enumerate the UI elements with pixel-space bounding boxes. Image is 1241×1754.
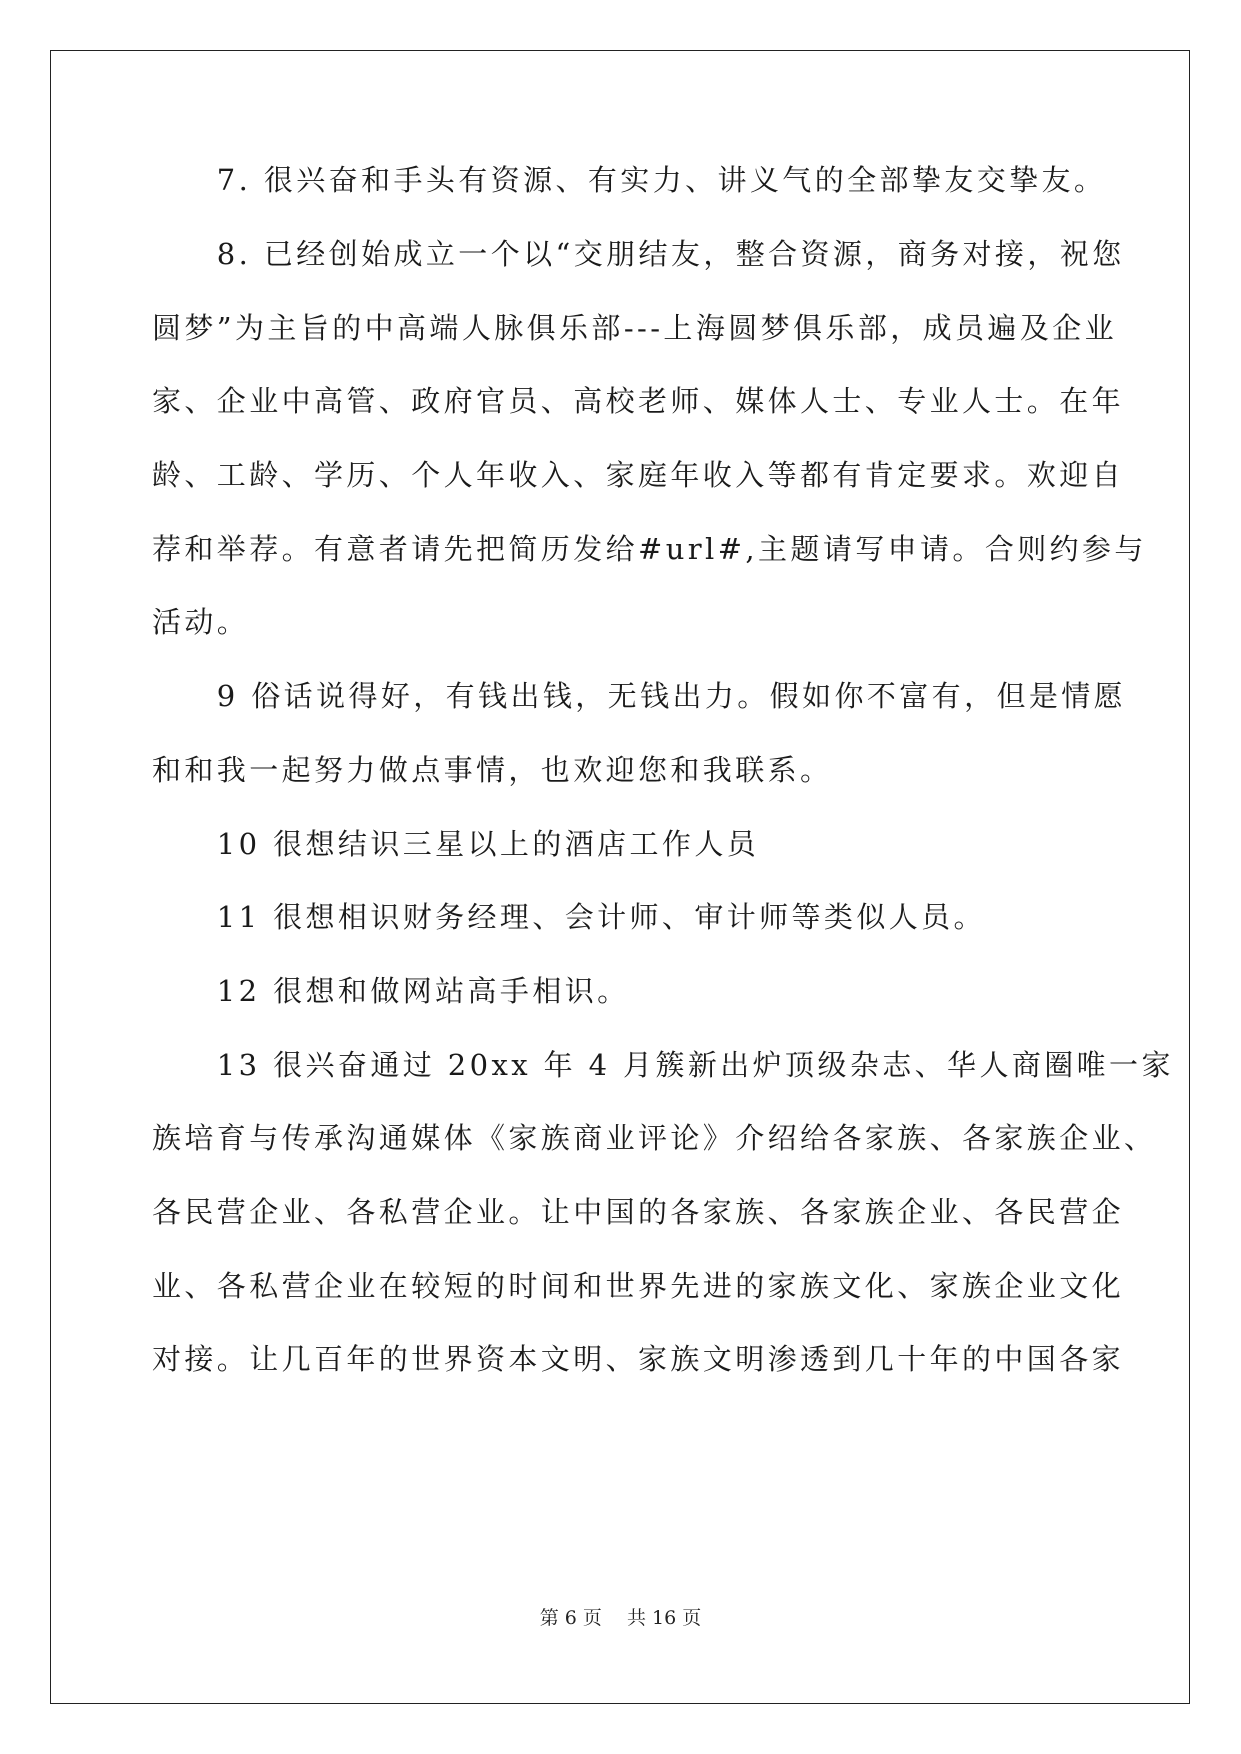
text-line: 活动。 — [152, 605, 250, 639]
text-line: 7. 很兴奋和手头有资源、有实力、讲义气的全部挚友交挚友。 — [152, 163, 1107, 197]
page-border — [50, 50, 1190, 1704]
text-line: 各民营企业、各私营企业。让中国的各家族、各家族企业、各民营企 — [152, 1195, 1125, 1229]
text-line: 9 俗话说得好，有钱出钱，无钱出力。假如你不富有，但是情愿 — [152, 679, 1127, 713]
text-line: 荐和举荐。有意者请先把简历发给#url#,主题请写申请。合则约参与 — [152, 532, 1147, 566]
text-line: 10 很想结识三星以上的酒店工作人员 — [152, 827, 760, 861]
text-line: 圆梦”为主旨的中高端人脉俱乐部---上海圆梦俱乐部，成员遍及企业 — [152, 311, 1118, 345]
text-line: 对接。让几百年的世界资本文明、家族文明渗透到几十年的中国各家 — [152, 1342, 1125, 1376]
text-line: 12 很想和做网站高手相识。 — [152, 974, 630, 1008]
text-line: 8. 已经创始成立一个以“交朋结友，整合资源，商务对接，祝您 — [152, 237, 1125, 271]
text-line: 业、各私营企业在较短的时间和世界先进的家族文化、家族企业文化 — [152, 1269, 1125, 1303]
text-line: 家、企业中高管、政府官员、高校老师、媒体人士、专业人士。在年 — [152, 384, 1125, 418]
text-line: 13 很兴奋通过 20xx 年 4 月簇新出炉顶级杂志、华人商圈唯一家 — [152, 1048, 1174, 1082]
text-line: 和和我一起努力做点事情，也欢迎您和我联系。 — [152, 753, 833, 787]
text-line: 龄、工龄、学历、个人年收入、家庭年收入等都有肯定要求。欢迎自 — [152, 458, 1125, 492]
page-number: 第 6 页 共 16 页 — [539, 1607, 702, 1629]
text-line: 族培育与传承沟通媒体《家族商业评论》介绍给各家族、各家族企业、 — [152, 1121, 1157, 1155]
page-footer — [0, 1606, 1241, 1630]
text-line: 11 很想相识财务经理、会计师、审计师等类似人员。 — [152, 900, 986, 934]
